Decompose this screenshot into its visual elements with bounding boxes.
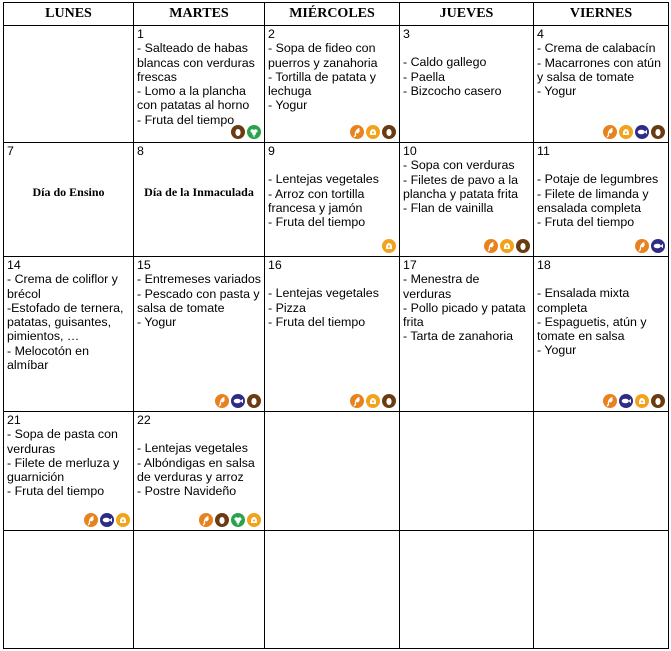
allergen-icons xyxy=(231,125,261,139)
allergen-icons xyxy=(603,125,665,139)
day-cell xyxy=(134,257,265,412)
header-wednesday: MIÉRCOLES xyxy=(265,3,400,26)
menu-item: - Sopa con verduras xyxy=(403,158,515,173)
egg-icon xyxy=(382,394,396,408)
menu-item: - Melocotón en almíbar xyxy=(7,343,89,373)
gluten-icon xyxy=(603,125,617,139)
menu-item: - Ensalada mixta completa xyxy=(537,286,630,315)
day-content xyxy=(134,412,264,499)
menu-item: - Fruta del tiempo xyxy=(268,314,366,329)
header-thursday: JUEVES xyxy=(400,3,534,26)
menu-item: - Sopa de pasta con verduras xyxy=(7,427,118,456)
day-cell xyxy=(265,412,400,531)
milk-icon xyxy=(382,239,396,253)
menu-item: - Bizcocho casero xyxy=(403,83,502,98)
menu-item: - Lomo a la plancha con patatas al horno xyxy=(137,84,250,113)
milk-icon xyxy=(366,394,380,408)
day-number xyxy=(403,413,530,427)
week-row xyxy=(4,143,669,257)
day-content xyxy=(265,26,399,114)
gluten-icon xyxy=(484,239,498,253)
day-number xyxy=(403,532,530,546)
menu-item: - Potaje de legumbres xyxy=(537,172,659,187)
menu-item: - Yogur xyxy=(537,343,577,358)
day-cell xyxy=(400,257,534,412)
milk-icon xyxy=(247,513,261,527)
menu-item: - Crema de coliflor y brécol xyxy=(7,272,118,301)
day-number: 18 xyxy=(537,258,551,272)
menu-item: - Yogur xyxy=(268,98,308,113)
allergen-icons xyxy=(603,394,665,408)
day-content xyxy=(4,531,133,547)
day-content xyxy=(4,257,133,373)
menu-item: - Lentejas vegetales xyxy=(137,441,248,456)
celery-icon xyxy=(247,125,261,139)
day-content xyxy=(265,412,399,428)
day-cell xyxy=(4,26,134,143)
day-number: 2 xyxy=(268,27,275,41)
allergen-icons xyxy=(382,239,396,253)
menu-item: - Lentejas vegetales xyxy=(268,286,379,301)
menu-item: - Tarta de zanahoria xyxy=(403,329,513,344)
allergen-icons xyxy=(350,394,396,408)
menu-item: - Fruta del tiempo xyxy=(7,484,105,499)
menu-item: - Salteado de habas blancas con verduras frescas xyxy=(137,41,255,84)
egg-icon xyxy=(247,394,261,408)
header-friday: VIERNES xyxy=(534,3,669,26)
gluten-icon xyxy=(199,513,213,527)
day-content xyxy=(4,26,133,42)
menu-item: - Paella xyxy=(403,69,446,84)
week-row xyxy=(4,412,669,531)
day-cell xyxy=(4,143,134,257)
milk-icon xyxy=(635,394,649,408)
menu-item: - Albóndigas en salsa de verduras y arroz xyxy=(137,455,255,484)
menu-item: - Filete de merluza y guarnición xyxy=(7,455,120,485)
fish-icon xyxy=(651,239,665,253)
egg-icon xyxy=(516,239,530,253)
allergen-icons xyxy=(215,394,261,408)
weekday-header-row xyxy=(4,3,669,26)
menu-item: - Fruta del tiempo xyxy=(537,215,635,230)
day-content xyxy=(400,257,533,345)
school-menu-calendar xyxy=(3,2,669,649)
day-cell xyxy=(400,531,534,649)
egg-icon xyxy=(651,394,665,408)
menu-item: - Fruta del tiempo xyxy=(268,215,366,230)
day-cell xyxy=(4,412,134,531)
egg-icon xyxy=(231,125,245,139)
day-content xyxy=(400,143,533,216)
day-content xyxy=(534,531,668,547)
day-content xyxy=(265,531,399,547)
day-content xyxy=(134,26,264,128)
fish-icon xyxy=(635,125,649,139)
celery-icon xyxy=(231,513,245,527)
day-number xyxy=(137,532,261,546)
day-content xyxy=(4,412,133,500)
menu-item: - Menestra de verduras xyxy=(403,272,480,301)
menu-item: - Pollo picado y patata frita xyxy=(403,300,526,330)
menu-item: - Flan de vainilla xyxy=(403,201,494,216)
day-number xyxy=(268,532,396,546)
menu-item: - Sopa de fideo con puerros y zanahoria xyxy=(268,41,378,70)
egg-icon xyxy=(215,513,229,527)
milk-icon xyxy=(500,239,514,253)
day-number: 15 xyxy=(137,258,151,272)
menu-item: - Espaguetis, atún y tomate en salsa xyxy=(537,314,647,344)
day-cell xyxy=(534,26,669,143)
day-number xyxy=(537,413,665,427)
menu-item: - Caldo gallego xyxy=(403,55,487,70)
day-number: 10 xyxy=(403,144,417,158)
menu-item: - Filetes de pavo a la plancha y patata frita xyxy=(403,172,519,201)
day-number: 9 xyxy=(268,144,275,158)
day-content xyxy=(534,143,668,230)
gluten-icon xyxy=(84,513,98,527)
day-cell xyxy=(400,26,534,143)
menu-item: -Estofado de ternera, patatas, guisantes, pimientos, … xyxy=(7,300,124,344)
fish-icon xyxy=(619,394,633,408)
menu-item: - Pescado con pasta y salsa de tomate xyxy=(137,286,260,315)
allergen-icons xyxy=(484,239,530,253)
day-cell xyxy=(265,257,400,412)
day-cell xyxy=(265,143,400,257)
menu-item: - Lentejas vegetales xyxy=(268,172,379,187)
header-tuesday: MARTES xyxy=(134,3,265,26)
day-content xyxy=(400,531,533,547)
allergen-icons xyxy=(635,239,665,253)
day-number: 14 xyxy=(7,258,21,272)
week-row xyxy=(4,26,669,143)
day-number xyxy=(537,532,665,546)
egg-icon xyxy=(382,125,396,139)
day-cell xyxy=(134,531,265,649)
day-cell xyxy=(4,531,134,649)
day-number: 1 xyxy=(137,27,144,41)
day-content xyxy=(265,143,399,230)
menu-item: - Entremeses variados xyxy=(137,272,261,287)
day-content xyxy=(134,143,264,159)
gluten-icon xyxy=(350,394,364,408)
day-number xyxy=(7,532,130,546)
day-number: 8 xyxy=(137,144,144,158)
day-content xyxy=(4,143,133,159)
day-number: 11 xyxy=(537,144,550,158)
day-number xyxy=(268,413,396,427)
day-cell xyxy=(400,412,534,531)
menu-item: - Yogur xyxy=(137,315,177,330)
milk-icon xyxy=(366,125,380,139)
day-content xyxy=(265,257,399,330)
gluten-icon xyxy=(350,125,364,139)
day-number xyxy=(7,27,130,41)
menu-item: - Tortilla de patata y lechuga xyxy=(268,69,376,99)
menu-item: - Filete de limanda y ensalada completa xyxy=(537,186,649,215)
gluten-icon xyxy=(215,394,229,408)
menu-item: - Crema de calabacín xyxy=(537,41,656,56)
day-content xyxy=(400,412,533,428)
fish-icon xyxy=(231,394,245,408)
day-content xyxy=(134,257,264,330)
menu-item: - Fruta del tiempo xyxy=(137,112,235,127)
day-cell xyxy=(134,412,265,531)
day-number: 4 xyxy=(537,27,544,41)
week-row xyxy=(4,531,669,649)
day-content xyxy=(134,531,264,547)
gluten-icon xyxy=(635,239,649,253)
day-number: 22 xyxy=(137,413,151,427)
day-number: 7 xyxy=(7,144,14,158)
day-cell xyxy=(134,26,265,143)
week-row xyxy=(4,257,669,412)
day-content xyxy=(534,412,668,428)
menu-item: - Macarrones con atún y salsa de tomate xyxy=(537,55,661,84)
allergen-icons xyxy=(199,513,261,527)
day-cell xyxy=(534,531,669,649)
milk-icon xyxy=(116,513,130,527)
day-cell xyxy=(534,257,669,412)
header-monday: LUNES xyxy=(4,3,134,26)
menu-item: - Pizza xyxy=(268,300,306,315)
holiday-label: Día de la Inmaculada xyxy=(144,185,254,199)
allergen-icons xyxy=(84,513,130,527)
day-number: 21 xyxy=(7,413,21,427)
day-number: 3 xyxy=(403,27,410,41)
menu-item: - Yogur xyxy=(537,84,577,99)
holiday-label: Día do Ensino xyxy=(32,185,105,199)
egg-icon xyxy=(651,125,665,139)
day-cell xyxy=(534,143,669,257)
day-number: 17 xyxy=(403,258,417,272)
milk-icon xyxy=(619,125,633,139)
menu-item: - Postre Navideño xyxy=(137,484,237,499)
day-cell xyxy=(4,257,134,412)
day-content xyxy=(400,26,533,99)
gluten-icon xyxy=(603,394,617,408)
day-number: 16 xyxy=(268,258,282,272)
day-content xyxy=(534,26,668,99)
fish-icon xyxy=(100,513,114,527)
day-cell xyxy=(400,143,534,257)
day-content xyxy=(534,257,668,359)
day-cell xyxy=(265,531,400,649)
allergen-icons xyxy=(350,125,396,139)
day-cell xyxy=(265,26,400,143)
menu-item: - Arroz con tortilla francesa y jamón xyxy=(268,186,365,215)
day-cell xyxy=(134,143,265,257)
day-cell xyxy=(534,412,669,531)
